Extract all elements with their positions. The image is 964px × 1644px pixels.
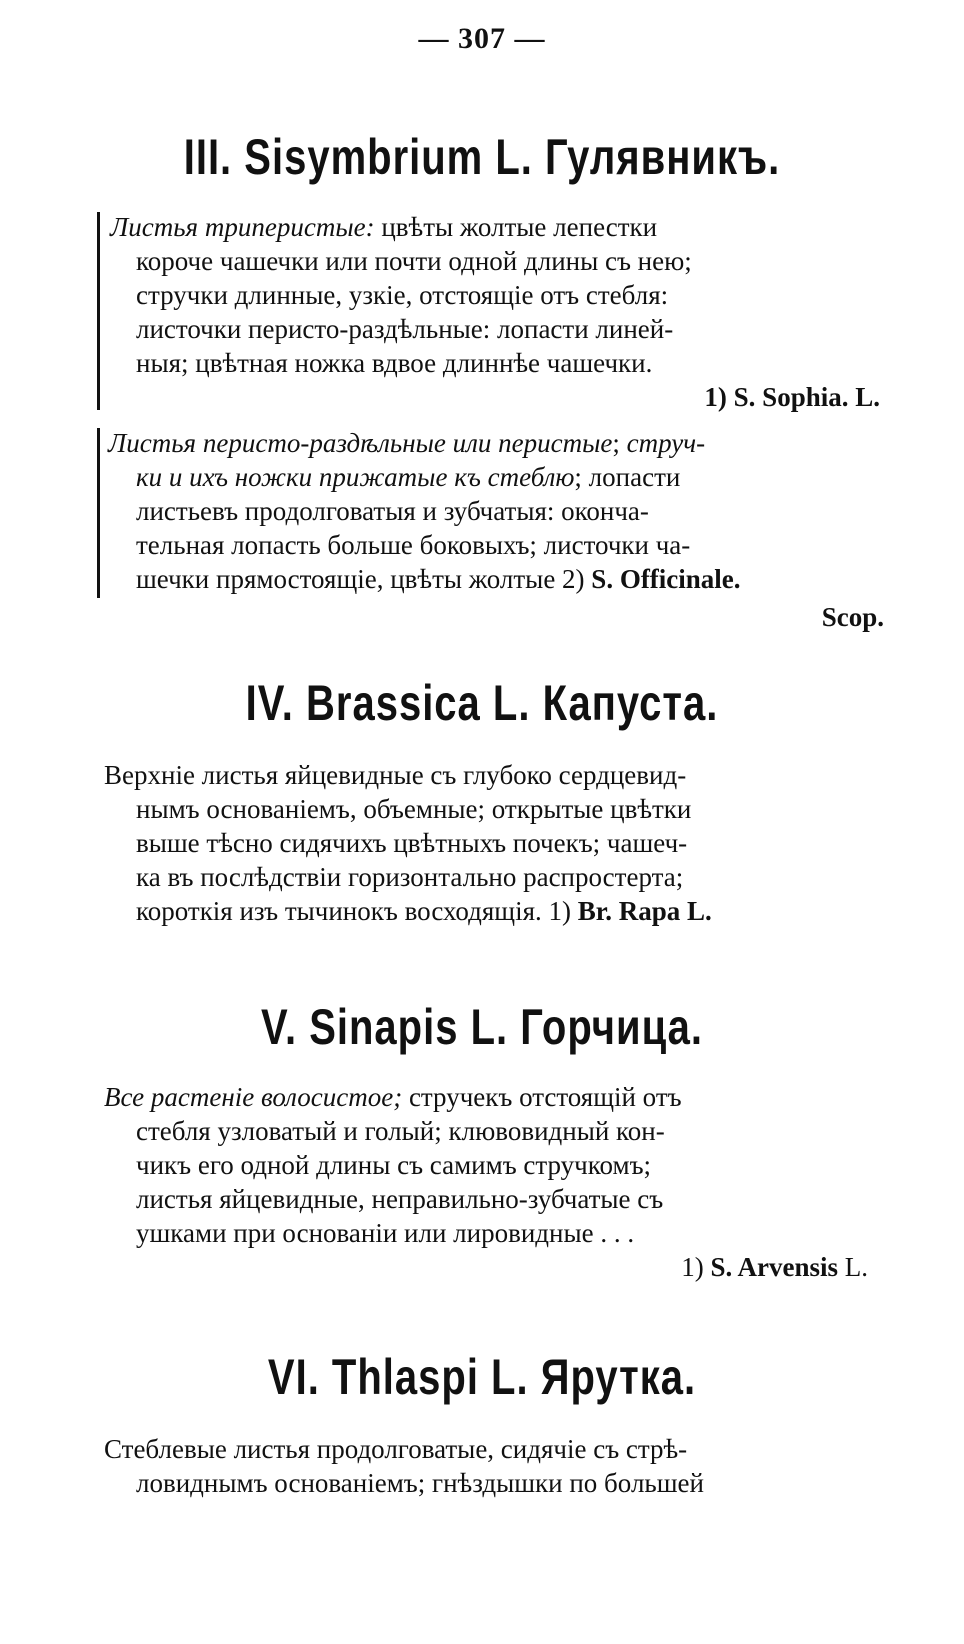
text-line: короткія изъ тычинокъ восходящія. 1) Br. Rapa L. <box>136 896 712 926</box>
text-line: Листья триперистые: цвѣты жолтые лепестки <box>110 212 658 242</box>
text-line: листья яйцевидные, неправильно-зубчатые съ <box>136 1184 664 1214</box>
text-line: Верхніе листья яйцевидные съ глубоко сердцевид- <box>104 760 687 790</box>
text-line: чикъ его одной длины съ самимъ стручкомъ; <box>136 1150 652 1180</box>
text-line: стебля узловатый и голый; клювовидный кон- <box>136 1116 665 1146</box>
text-line: тельная лопасть больше боковыхъ; листочки ча- <box>136 530 691 560</box>
species-sophia: 1) S. Sophia. L. <box>704 382 880 412</box>
text-line: Листья перисто-раздѣльные или перистые; струч- <box>108 428 706 458</box>
text-line: ловиднымъ основаніемъ; гнѣздышки по большей <box>136 1468 704 1498</box>
text-line: ныя; цвѣтная ножка вдвое длиннѣе чашечки. <box>136 348 653 378</box>
species-author-scop: Scop. <box>821 602 884 632</box>
text-line: выше тѣсно сидячихъ цвѣтныхъ почекъ; чашеч- <box>136 828 688 858</box>
text-line: нымъ основаніемъ, объемные; открытые цвѣтки <box>136 794 692 824</box>
text-line: стручки длинные, узкіе, отстоящіе отъ стебля: <box>136 280 669 310</box>
text-line: ка въ послѣдствіи горизонтально распростерта; <box>136 862 684 892</box>
text-line: ушками при основаніи или лировидные . . . <box>136 1218 635 1248</box>
text-line: Стеблевые листья продолговатые, сидячіе съ стрѣ- <box>104 1434 688 1464</box>
text-line: листьевъ продолговатыя и зубчатыя: оконча- <box>136 496 649 526</box>
species-arvensis: 1) S. Arvensis L. <box>681 1252 868 1282</box>
bracket-left <box>97 212 100 410</box>
bracket-left <box>97 428 100 598</box>
text-line: Все растеніе волосистое; стручекъ отстоящій отъ <box>104 1082 682 1112</box>
text-line: ки и ихъ ножки прижатые къ стеблю; лопасти <box>136 462 681 492</box>
page-number: — 307 — <box>418 22 546 55</box>
text-line: короче чашечки или почти одной длины съ нею; <box>136 246 692 276</box>
section-heading-sinapis: V. Sinapis L. Горчица. <box>260 1000 704 1055</box>
section-heading-thlaspi: VI. Thlaspi L. Ярутка. <box>267 1350 697 1405</box>
text-line: шечки прямостоящіе, цвѣты жолтые 2) S. Officinale. <box>136 564 741 594</box>
section-heading-brassica: IV. Brassica L. Капуста. <box>245 676 719 731</box>
text-line: листочки перисто-раздѣльные: лопасти линей- <box>136 314 674 344</box>
section-heading-sisymbrium: III. Sisymbrium L. Гулявникъ. <box>183 130 781 185</box>
